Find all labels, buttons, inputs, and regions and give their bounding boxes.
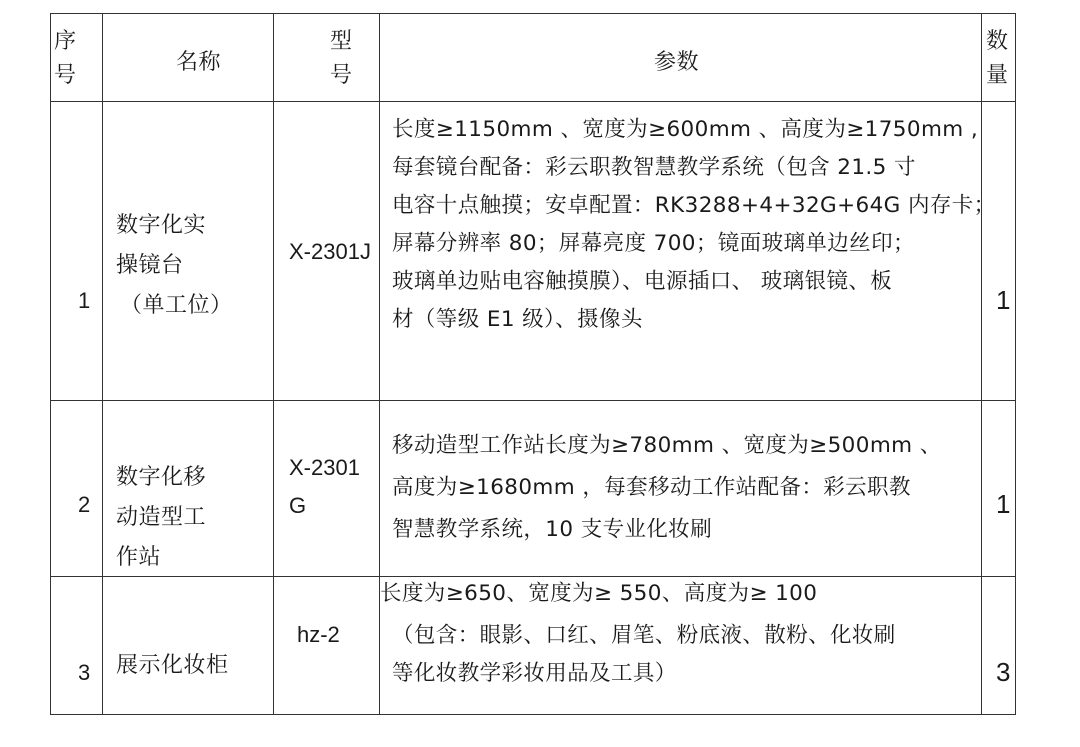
header-model: 型 号 <box>330 29 353 88</box>
row1-params: 长度≥1150mm 、宽度为≥600mm 、高度为≥1750mm , 每套镜台配备：彩云职教智慧教学系统（包含 21.5 寸 电容十点触摸；安卓配置：RK3288+4+32G+64G 内存卡； 屏幕分辨率 80；屏幕亮度 700；镜面玻璃单边丝印； 玻璃单边贴电容触摸膜）、电源插口、 玻璃银镜、板 材（等级 E1 级）、摄像头 <box>392 117 996 332</box>
row2-qty: 1 <box>996 489 1011 519</box>
row1-name: 数字化实 操镜台 （单工位） <box>116 213 233 318</box>
column-divider <box>273 13 274 715</box>
header-name: 名称 <box>176 50 222 75</box>
column-divider <box>50 13 51 715</box>
column-divider <box>1015 13 1016 715</box>
column-divider <box>102 13 103 715</box>
row3-name: 展示化妆柜 <box>116 653 229 678</box>
row-divider <box>50 13 1016 14</box>
row-divider <box>50 101 1016 102</box>
row2-model: X-2301 G <box>289 455 360 518</box>
row3-seq: 3 <box>78 660 91 685</box>
equipment-table <box>50 13 1016 715</box>
row2-seq: 2 <box>78 492 91 517</box>
header-params: 参数 <box>654 50 700 75</box>
row3-params: 长度为≥650、宽度为≥ 550、高度为≥ 100 （包含：眼影、口红、眉笔、粉底液、散粉、化妆刷 等化妆教学彩妆用品及工具） <box>380 581 896 686</box>
header-seq: 序 号 <box>54 29 77 88</box>
row3-qty: 3 <box>996 657 1011 687</box>
row1-seq: 1 <box>78 288 91 313</box>
row1-model: X-2301J <box>289 239 371 264</box>
row2-name: 数字化移 动造型工 作站 <box>116 465 207 570</box>
row-divider <box>50 400 1016 401</box>
header-qty: 数 量 <box>986 29 1009 88</box>
row2-params: 移动造型工作站长度为≥780mm 、宽度为≥500mm 、 高度为≥1680mm ，每套移动工作站配备：彩云职教 智慧教学系统，10 支专业化妆刷 <box>392 433 942 542</box>
row3-model: hz-2 <box>297 622 340 647</box>
row-divider <box>50 714 1016 715</box>
row1-qty: 1 <box>996 285 1011 315</box>
